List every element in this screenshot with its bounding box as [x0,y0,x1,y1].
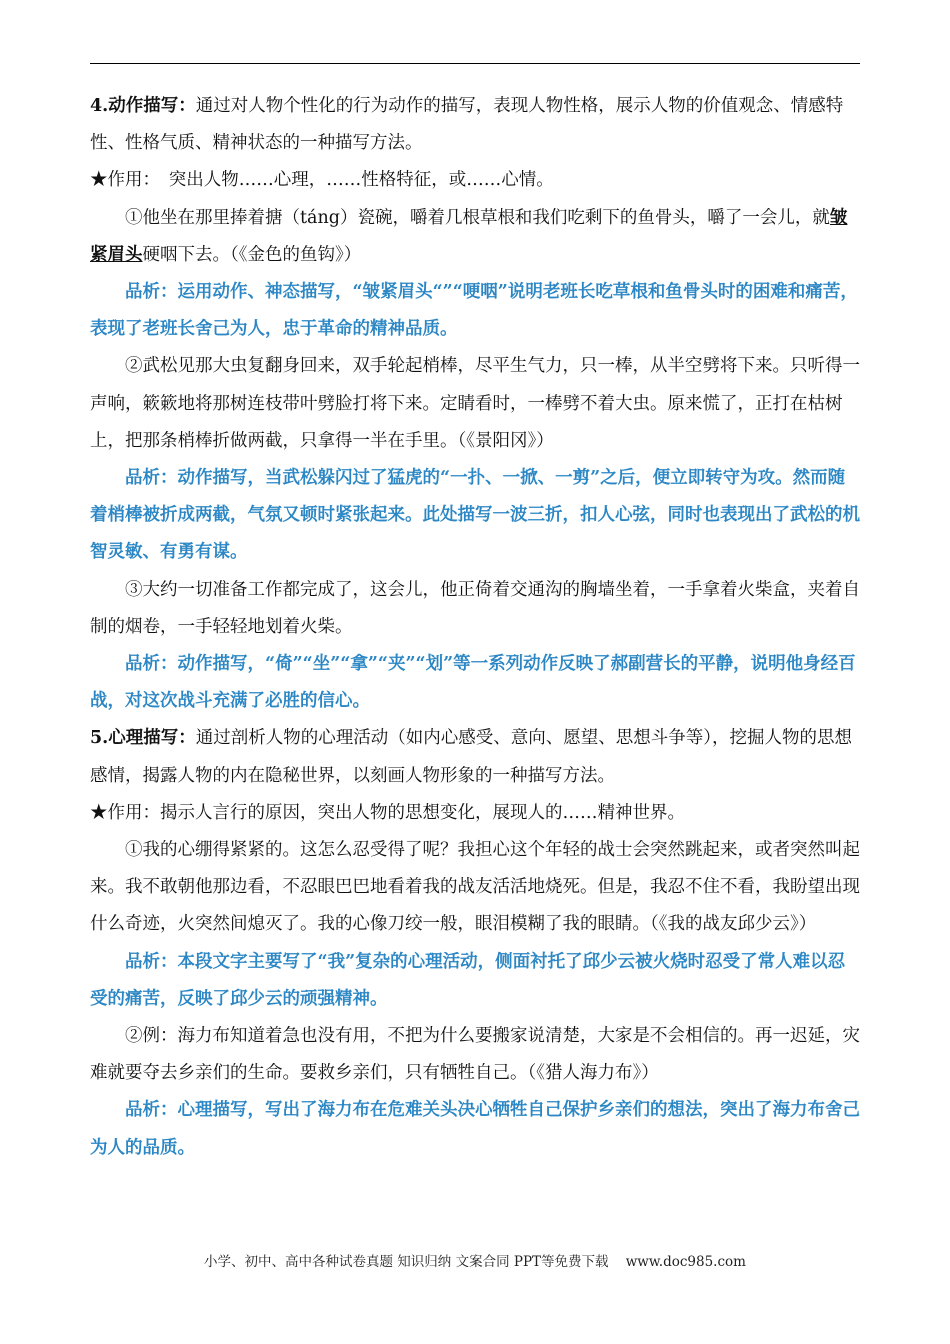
section-4-example-1 [90,200,862,274]
section-4-example-2: ②武松见那大虫复翻身回来，双手轮起梢棒，尽平生气力，只一棒，从半空劈将下来。只听得一声响，簌簌地将那树连枝带叶劈脸打将下来。定睛看时，一棒劈不着大虫。原来慌了，正打在枯树上，把那条梢棒折做两截，只拿得一半在手里。（《景阳冈》） [90,356,860,451]
section-4-example-3: ③大约一切准备工作都完成了，这会儿，他正倚着交通沟的胸墙坐着，一手拿着火柴盒，夹着自制的烟卷，一手轻轻地划着火柴。 [90,579,860,637]
section-4-analysis-2: 品析：动作描写，当武松躲闪过了猛虎的“一扑、一掀、一剪”之后，便立即转守为攻。然而随着梢棒被折成两截，气氛又顿时紧张起来。此处描写一波三折，扣人心弦，同时也表现出了武松的机智灵敏、有勇有谋。 [90,468,860,563]
example-1-highlight: 皱紧眉头 [90,207,848,265]
section-5-colon: ： [178,728,196,749]
header-rule [90,63,860,64]
section-4-heading: 4.动作描写 [90,96,179,116]
section-5-text: 通过剖析人物的心理活动（如内心感受、意向、愿望、思想斗争等），挖掘人物的思想感情，揭露人物的内在隐秘世界，以刻画人物形象的一种描写方法。 [90,728,853,786]
section-5-effect: ★作用：揭示人言行的原因，突出人物的思想变化，展现人的……精神世界。 [90,802,685,823]
section-4-effect: ★作用： 突出人物……心理，……性格特征，或……心情。 [90,170,554,191]
section-5-definition [90,720,862,794]
section-5-analysis-1: 品析：本段文字主要写了“我”复杂的心理活动，侧面衬托了邱少云被火烧时忍受了常人难以忍受的痛苦，反映了邱少云的顽强精神。 [90,951,846,1009]
section-4-colon: ： [178,96,196,116]
section-5-example-2: ②例：海力布知道着急也没有用，不把为什么要搬家说清楚，大家是不会相信的。再一迟延，灾难就要夺去乡亲们的生命。要救乡亲们，只有牺牲自己。（《猎人海力布》） [90,1026,860,1084]
page-footer: 小学、初中、高中各种试卷真题 知识归纳 文案合同 PPT等免费下载 www.doc985.com [204,1254,746,1270]
section-4-definition [90,88,862,162]
section-4-analysis-1: 品析：运用动作、神态描写，“皱紧眉头“”“哽咽”说明老班长吃草根和鱼骨头时的困难和痛苦，表现了老班长舍己为人，忠于革命的精神品质。 [90,282,858,340]
document-body [90,88,862,1167]
section-5-heading: 5.心理描写 [90,728,179,749]
section-5-example-1: ①我的心绷得紧紧的。这怎么忍受得了呢？我担心这个年轻的战士会突然跳起来，或者突然叫起来。我不敢朝他那边看，不忍眼巴巴地看着我的战友活活地烧死。但是，我忍不住不看，我盼望出现什么奇迹，火突然间熄灭了。我的心像刀绞一般，眼泪模糊了我的眼睛。（《我的战友邱少云》） [90,840,860,935]
section-4-analysis-3: 品析：动作描写，“倚”“坐”“拿”“夹”“划”等一系列动作反映了郝副营长的平静，说明他身经百战，对这次战斗充满了必胜的信心。 [90,654,856,712]
section-4-text: 通过对人物个性化的行为动作的描写，表现人物性格，展示人物的价值观念、情感特性、性格气质、精神状态的一种描写方法。 [90,96,844,154]
example-1-text-a: ①他坐在那里捧着搪（táng）瓷碗，嚼着几根草根和我们吃剩下的鱼骨头，嚼了一会儿，就 [125,207,830,228]
section-5-analysis-2: 品析：心理描写，写出了海力布在危难关头决心牺牲自己保护乡亲们的想法，突出了海力布舍己为人的品质。 [90,1100,860,1158]
example-1-text-b: 硬咽下去。（《金色的鱼钩》） [142,244,362,265]
